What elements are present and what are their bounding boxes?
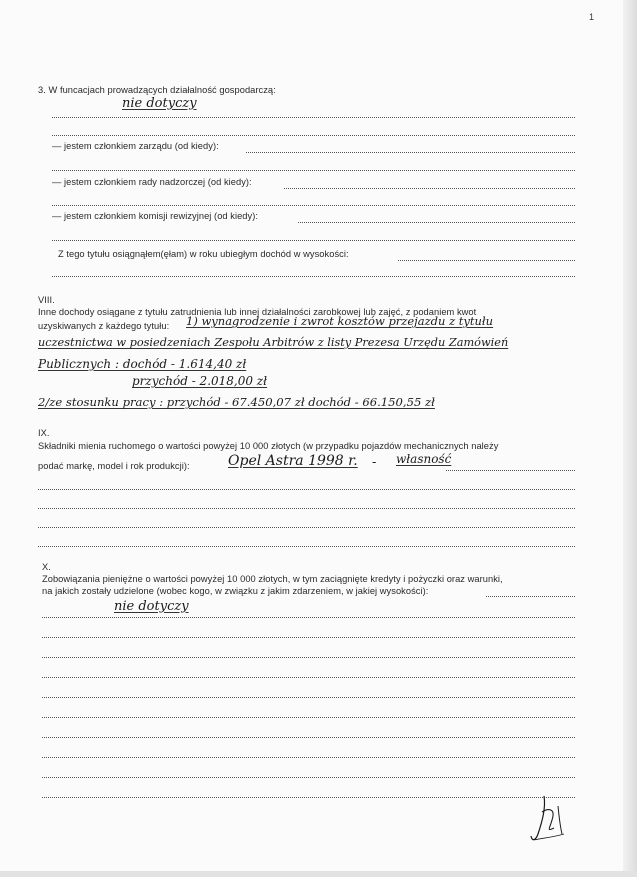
section8-handwritten-3: Publicznych : dochód - 1.614,40 zł	[38, 357, 247, 371]
signature-initials-icon	[528, 790, 572, 852]
dotted-line	[42, 737, 575, 738]
section8-handwritten-1: 1) wynagrodzenie i zwrot kosztów przejazdu z tytułu	[186, 314, 494, 328]
dotted-line	[42, 777, 575, 778]
section10-answer: nie dotyczy	[114, 599, 189, 614]
section3-heading: 3. W funcacjach prowadzących działalność gospodarczą:	[38, 85, 276, 95]
page-number: 1	[589, 12, 595, 22]
dotted-line	[38, 527, 575, 528]
dotted-line	[42, 757, 575, 758]
dotted-line	[38, 489, 575, 490]
section3-zarzad-label: — jestem członkiem zarządu (od kiedy):	[52, 141, 219, 151]
dotted-line	[246, 152, 575, 153]
dotted-line	[42, 797, 575, 798]
page-edge-right	[623, 0, 637, 877]
section9-handwritten-car: Opel Astra 1998 r.	[228, 453, 358, 469]
section9-handwritten-dash: -	[372, 455, 377, 470]
section9-text-line2: podać markę, model i rok produkcji):	[38, 461, 190, 471]
dotted-line	[52, 205, 575, 206]
section8-handwritten-2: uczestnictwa w posiedzeniach Zespołu Arbitrów z listy Prezesa Urzędu Zamówień	[38, 336, 509, 349]
dotted-line	[52, 135, 575, 136]
section3-rada-label: — jestem członkiem rady nadzorczej (od kiedy):	[52, 177, 252, 187]
dotted-line	[446, 470, 575, 471]
dotted-line	[298, 222, 575, 223]
dotted-line	[42, 617, 575, 618]
section10-text-line1: Zobowiązania pieniężne o wartości powyżej 10 000 złotych, w tym zaciągnięte kredyty i pożyczki oraz warunki,	[42, 574, 503, 584]
dotted-line	[42, 697, 575, 698]
section10-number: X.	[42, 562, 51, 572]
dotted-line	[42, 677, 575, 678]
dotted-line	[486, 596, 575, 597]
section9-number: IX.	[38, 428, 50, 438]
section3-komisja-label: — jestem członkiem komisji rewizyjnej (od kiedy):	[52, 211, 259, 221]
dotted-line	[38, 508, 575, 509]
dotted-line	[52, 276, 575, 277]
section10-text-line2: na jakich zostały udzielone (wobec kogo, w związku z jakim zdarzeniem, w jakiej wysokości):	[42, 586, 429, 596]
dotted-line	[42, 717, 575, 718]
section8-handwritten-4: przychód - 2.018,00 zł	[132, 374, 268, 388]
dotted-line	[52, 240, 575, 241]
section8-text-line1: Inne dochody osiągane z tytułu zatrudnienia lub innej działalności zarobkowej lub zajęć, z podaniem kwot	[38, 307, 477, 317]
dotted-line	[42, 657, 575, 658]
section8-handwritten-5: 2/ze stosunku pracy : przychód - 67.450,07 zł dochód - 66.150,55 zł	[38, 395, 435, 409]
page-edge-bottom	[0, 871, 637, 877]
section8-text-line2: uzyskiwanych z każdego tytułu:	[38, 321, 170, 331]
section8-number: VIII.	[38, 295, 55, 305]
section9-handwritten-own: własność	[396, 452, 452, 466]
section3-dochod-label: Z tego tytułu osiągnąłem(ęłam) w roku ubiegłym dochód w wysokości:	[58, 249, 349, 259]
dotted-line	[42, 637, 575, 638]
section3-answer: nie dotyczy	[122, 96, 197, 111]
dotted-line	[38, 546, 575, 547]
dotted-line	[284, 188, 575, 189]
dotted-line	[52, 170, 575, 171]
dotted-line	[398, 260, 575, 261]
dotted-line	[52, 117, 575, 118]
section9-text-line1: Składniki mienia ruchomego o wartości powyżej 10 000 złotych (w przypadku pojazdów mechanicznych należy	[38, 441, 499, 451]
